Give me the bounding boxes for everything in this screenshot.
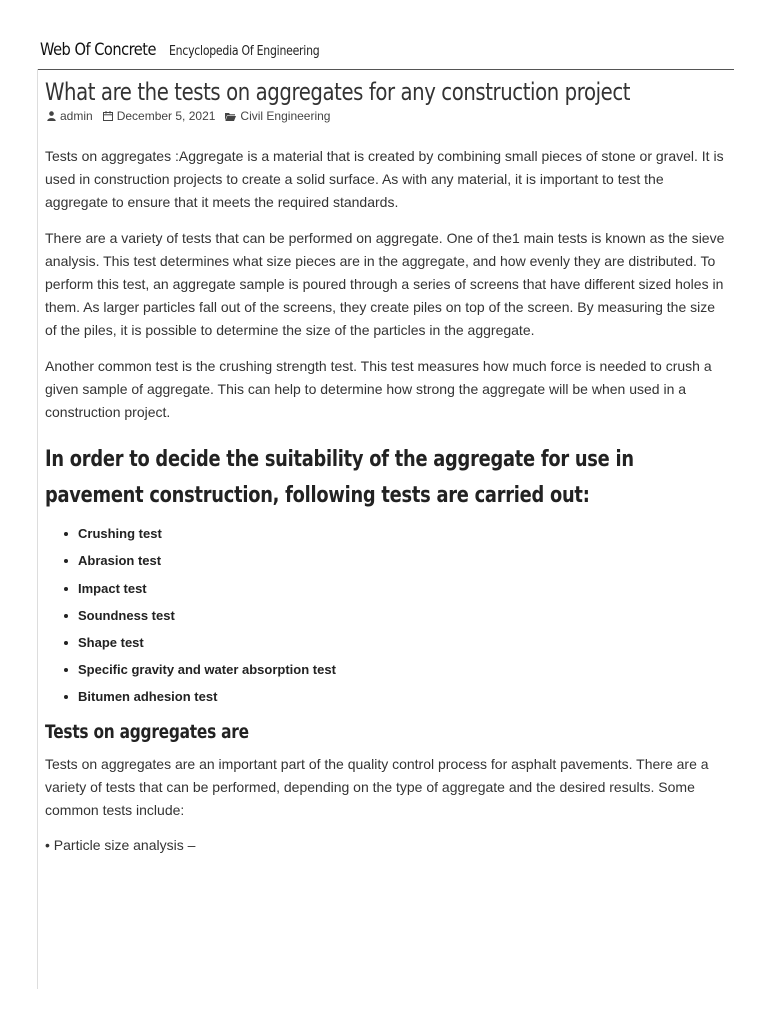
quality-control-paragraph: Tests on aggregates are an important part of the quality control process for asphalt pavements. There are a variety of tests that can be performed, depending on the type of aggregate and the desired results. Some common tests include:: [45, 755, 709, 819]
post-category-link[interactable]: Civil Engineering: [240, 109, 331, 123]
site-title-link[interactable]: Web Of Concrete: [40, 40, 156, 60]
list-item: Shape test: [78, 629, 725, 656]
crushing-strength-paragraph: Another common test is the crushing strength test. This test measures how much force is needed to crush a given sample of aggregate. This can help to determine how strong the aggregate will be when used in a construction project.: [45, 357, 712, 421]
folder-icon: [225, 112, 236, 121]
tests-on-aggregates-heading: Tests on aggregates are: [45, 720, 249, 743]
particle-size-paragraph: • Particle size analysis –: [45, 837, 196, 854]
tests-list: [45, 520, 725, 710]
post-category: [225, 109, 330, 123]
site-tagline: Encyclopedia Of Engineering: [168, 44, 320, 59]
content-left-border: [37, 69, 38, 989]
sieve-analysis-paragraph: There are a variety of tests that can be performed on aggregate. One of the1 main tests is known as the sieve analysis. This test determines what size pieces are in the aggregate, and how evenly they are distributed. To perform this test, an aggregate sample is poured through a series of screens that have different sized holes in them. As larger particles fall out of the screens, they create piles on top of the screen. By measuring the size of the piles, it is possible to determine the size of the particles in the aggregate.: [45, 229, 725, 339]
post-date-link[interactable]: December 5, 2021: [116, 109, 216, 123]
intro-paragraph: Tests on aggregates :Aggregate is a material that is created by combining small pieces of stone or gravel. It is used in construction projects to create a solid surface. As with any material, it is important to test the aggregate to ensure that it meets the required standards.: [45, 148, 724, 211]
post-author-link[interactable]: admin: [60, 109, 93, 123]
header-divider: [37, 69, 734, 70]
post-title: What are the tests on aggregates for any construction project: [45, 78, 631, 106]
site-header: [40, 40, 348, 68]
suitability-heading: In order to decide the suitability of the aggregate for use in pavement construction, following tests are carried out:: [45, 447, 634, 509]
list-item: Abrasion test: [78, 547, 725, 574]
post-article: [45, 76, 725, 869]
calendar-icon: [103, 111, 113, 121]
user-icon: [47, 111, 56, 121]
post-author: [47, 109, 93, 123]
list-item: Impact test: [78, 575, 725, 602]
list-item: Bitumen adhesion test: [78, 683, 725, 710]
list-item: Soundness test: [78, 602, 725, 629]
post-meta: [47, 108, 725, 124]
list-item: Specific gravity and water absorption test: [78, 656, 725, 683]
list-item: Crushing test: [78, 520, 725, 547]
post-content: [45, 145, 725, 857]
post-date: [103, 109, 216, 123]
